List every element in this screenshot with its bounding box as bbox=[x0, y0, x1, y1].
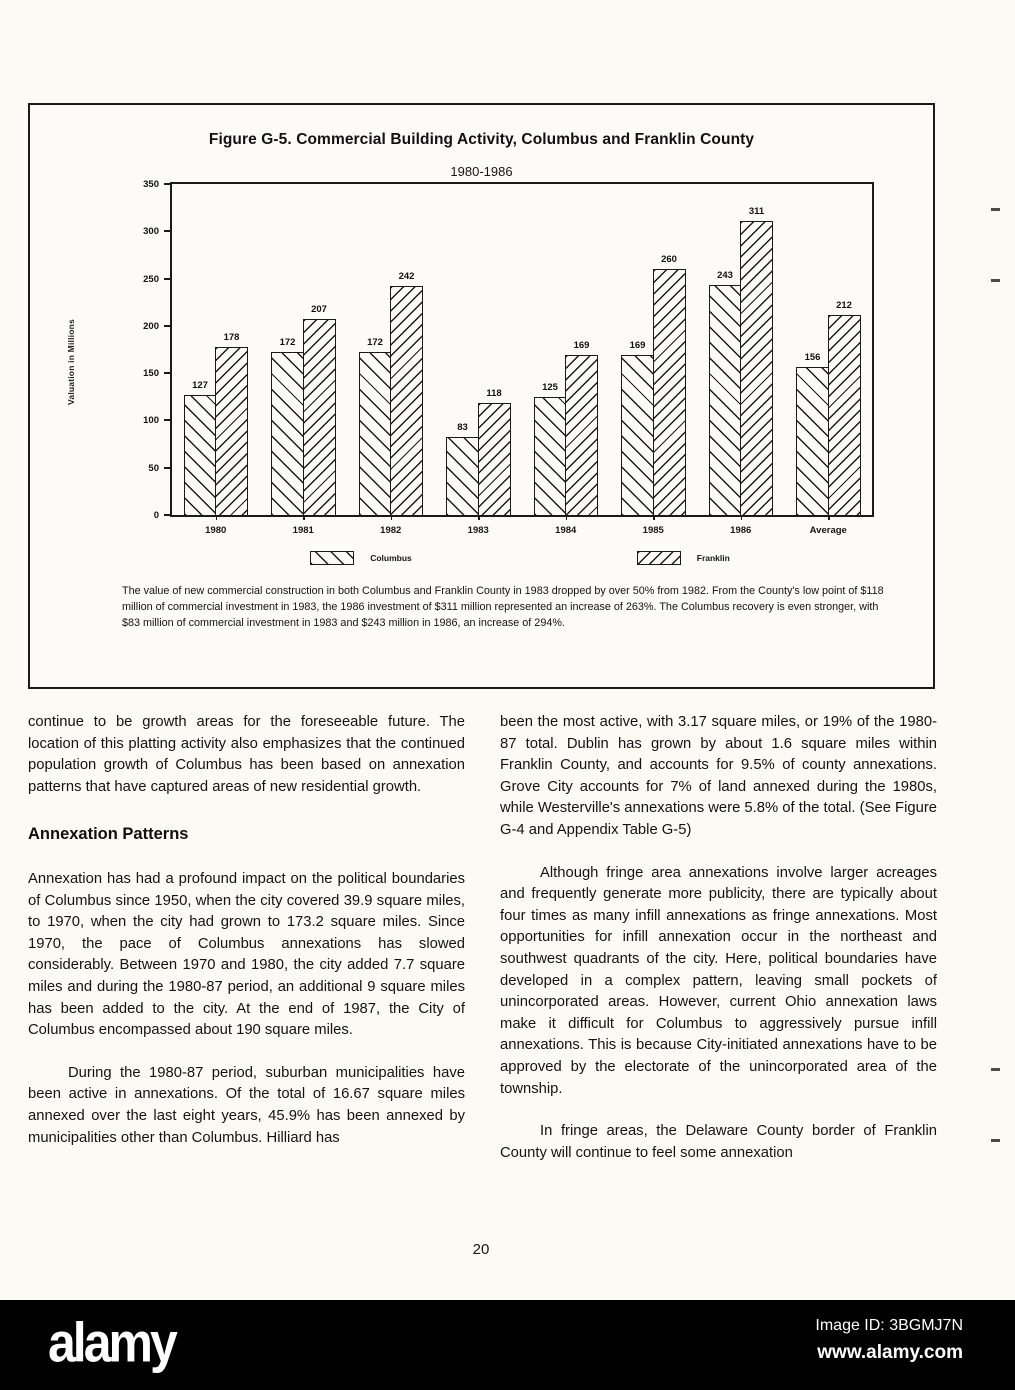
paragraph: Annexation has had a profound impact on the political boundaries of Columbus since 1950, when the city covered 39.9 square miles, to 1970, when the city had grown to 173.2 square miles. Since 1970, the pace of Columbus annexations has slowed considerably. Between 1970 and 1980, the city added 7.7 square miles and during the 1980-87 period, an additional 9 square miles has been added to the city. At the end of 1987, the City of Columbus encompassed about 190 square miles. bbox=[28, 870, 465, 1039]
y-tick-mark bbox=[164, 514, 172, 516]
bar-franklin-1986 bbox=[740, 205, 773, 515]
scan-artifact-mark bbox=[991, 1068, 1000, 1071]
watermark-info bbox=[815, 1317, 963, 1364]
bar-value-label: 125 bbox=[542, 381, 558, 393]
bar-group bbox=[697, 184, 785, 536]
scan-artifact-mark bbox=[991, 208, 1000, 211]
bar-value-label: 311 bbox=[748, 205, 765, 217]
y-tick-mark bbox=[164, 183, 172, 185]
paragraph: been the most active, with 3.17 square miles, or 19% of the 1980-87 total. Dublin has grown by about 1.6 square miles within Franklin County, and accounts for 9.5% of county annexations. Grove City accounts for 7% of land annexed during the 1980s, while Westerville's annexations were 5.8% of the total. (See Figure G-4 and Appendix Table G-5) bbox=[500, 714, 937, 838]
x-tick-mark bbox=[391, 515, 393, 520]
legend-swatch-columbus-icon bbox=[310, 551, 354, 565]
alamy-logo: alamy bbox=[48, 1311, 175, 1374]
section-heading: Annexation Patterns bbox=[28, 825, 189, 844]
figure-subtitle: 1980-1986 bbox=[450, 164, 513, 179]
figure-box bbox=[28, 103, 935, 689]
x-axis-label: 1985 bbox=[642, 525, 664, 536]
x-axis-label: Average bbox=[809, 525, 847, 536]
alamy-url-label: www.alamy.com bbox=[817, 1342, 963, 1363]
bar-franklin-1983 bbox=[478, 388, 511, 515]
chart-legend bbox=[170, 551, 870, 565]
y-tick-label: 350 bbox=[143, 179, 159, 190]
bar-pair bbox=[446, 184, 511, 515]
bar-value-label: 243 bbox=[717, 270, 733, 282]
scan-artifact-mark bbox=[991, 1139, 1000, 1142]
bar-pair bbox=[184, 184, 249, 515]
y-tick-mark bbox=[164, 467, 172, 469]
y-tick-label: 50 bbox=[148, 462, 159, 474]
x-tick-mark bbox=[741, 515, 743, 520]
legend-label: Franklin bbox=[696, 553, 730, 563]
figure-caption: The value of new commercial construction in both Columbus and Franklin County in 1983 dropped by over 50% from 1982. From the County's low point of $118 million of commercial investment in 1983, the 1986 investment of $311 million represented an increase of 263%. The Columbus recovery is even stronger, with $83 million of commercial investment in 1983 and $243 million in 1986, an increase of 294%. bbox=[122, 585, 884, 630]
x-tick-mark bbox=[828, 515, 830, 520]
legend-item-columbus bbox=[310, 551, 412, 565]
paragraph: continue to be growth areas for the foreseeable future. The location of this platting activity also emphasizes that the continued population growth of Columbus has been based on annexation patterns that have captured areas of new residential growth. bbox=[28, 714, 465, 795]
bar-value-label: 172 bbox=[279, 337, 296, 349]
bar-value-label: 169 bbox=[573, 340, 590, 352]
paragraph: During the 1980-87 period, suburban municipalities have been active in annexations. Of the total of 16.67 square miles annexed over the last eight years, 45.9% has been annexed by municipalities other than Columbus. Hilliard has bbox=[28, 1064, 465, 1146]
bar-columbus-1982 bbox=[359, 337, 392, 515]
y-tick-label: 100 bbox=[143, 415, 159, 427]
bar-franklin-1981 bbox=[303, 304, 336, 515]
bar-value-label: 127 bbox=[192, 379, 208, 391]
x-axis-label: 1986 bbox=[730, 525, 752, 536]
bar-columbus-1980 bbox=[184, 379, 217, 515]
x-axis-label: 1982 bbox=[380, 525, 402, 536]
y-tick-label: 150 bbox=[143, 368, 159, 380]
right-column bbox=[500, 712, 937, 1185]
y-tick-mark bbox=[164, 278, 172, 280]
bar-value-label: 260 bbox=[661, 254, 677, 266]
bar-value-label: 83 bbox=[457, 421, 468, 433]
x-tick-mark bbox=[303, 515, 305, 520]
bar-columbus-average bbox=[796, 352, 829, 515]
y-tick-mark bbox=[164, 325, 172, 327]
image-id-label: Image ID: 3BGMJ7N bbox=[815, 1317, 963, 1334]
bar-group bbox=[260, 184, 348, 536]
bar-pair bbox=[359, 184, 424, 515]
bar-value-label: 169 bbox=[629, 340, 646, 352]
x-tick-mark bbox=[653, 515, 655, 520]
bar-columbus-1983 bbox=[446, 421, 479, 515]
x-tick-mark bbox=[216, 515, 218, 520]
legend-item-franklin bbox=[637, 551, 730, 565]
bar-group bbox=[435, 184, 523, 536]
bar-groups bbox=[172, 184, 872, 536]
x-axis-label: 1981 bbox=[292, 525, 314, 536]
bar-value-label: 156 bbox=[804, 352, 821, 364]
bar-value-label: 207 bbox=[311, 304, 327, 316]
bar-pair bbox=[709, 184, 774, 515]
y-tick-label: 200 bbox=[143, 320, 159, 332]
bar-group bbox=[610, 184, 698, 536]
page-number: 20 bbox=[472, 1241, 490, 1258]
y-tick-mark bbox=[164, 230, 172, 232]
bar-value-label: 118 bbox=[486, 388, 502, 400]
y-tick-mark bbox=[164, 372, 172, 374]
bar-columbus-1985 bbox=[621, 340, 654, 515]
y-tick-label: 300 bbox=[143, 226, 159, 238]
bar-franklin-1984 bbox=[565, 340, 598, 515]
bar-pair bbox=[271, 184, 336, 515]
paragraph: In fringe areas, the Delaware County border of Franklin County will continue to feel some annexation bbox=[500, 1123, 937, 1161]
legend-label: Columbus bbox=[370, 553, 412, 563]
x-tick-mark bbox=[566, 515, 568, 520]
x-tick-mark bbox=[478, 515, 480, 520]
paragraph: Although fringe area annexations involve larger acreages and frequently generate more publicity, there are typically about four times as many infill annexations as fringe annexations. Most opportunities for infill annexation occur in the northeast and southwest quadrants of the city. Here, political boundaries have developed in a complex pattern, leaving small pockets of unincorporated areas. However, current Ohio annexation laws make it difficult for Columbus to aggressively pursue infill annexations. This is because City-initiated annexations have to be approved by the electorate of the unincorporated area of the township. bbox=[500, 864, 937, 1097]
bar-columbus-1984 bbox=[534, 381, 567, 515]
bar-franklin-1980 bbox=[215, 331, 248, 515]
scan-artifact-mark bbox=[991, 279, 1000, 282]
bar-value-label: 242 bbox=[398, 271, 415, 283]
bar-value-label: 172 bbox=[367, 337, 383, 349]
bar-group bbox=[347, 184, 435, 536]
watermark-bar bbox=[0, 1300, 1015, 1390]
bar-columbus-1986 bbox=[709, 270, 742, 515]
bar-pair bbox=[534, 184, 599, 515]
y-tick-label: 250 bbox=[143, 273, 159, 285]
x-axis-label: 1980 bbox=[205, 525, 227, 536]
bar-franklin-average bbox=[828, 299, 861, 515]
bar-group bbox=[172, 184, 260, 536]
legend-swatch-franklin-icon bbox=[637, 551, 681, 565]
bar-group bbox=[522, 184, 610, 536]
bar-franklin-1982 bbox=[390, 271, 423, 515]
left-column bbox=[28, 712, 465, 1170]
figure-title: Figure G-5. Commercial Building Activity, Columbus and Franklin County bbox=[208, 131, 755, 148]
y-axis-title: Valuation in Millions bbox=[66, 319, 76, 405]
plot-area bbox=[143, 179, 874, 536]
y-tick-label: 0 bbox=[153, 510, 159, 521]
y-tick-mark bbox=[164, 419, 172, 421]
bar-franklin-1985 bbox=[653, 254, 686, 515]
bar-pair bbox=[796, 184, 861, 515]
bar-value-label: 178 bbox=[223, 331, 240, 343]
x-axis-label: 1983 bbox=[467, 525, 489, 536]
bar-columbus-1981 bbox=[271, 337, 304, 515]
bar-pair bbox=[621, 184, 686, 515]
x-axis-label: 1984 bbox=[555, 525, 577, 536]
bar-value-label: 212 bbox=[836, 299, 852, 311]
bar-group bbox=[785, 184, 873, 536]
